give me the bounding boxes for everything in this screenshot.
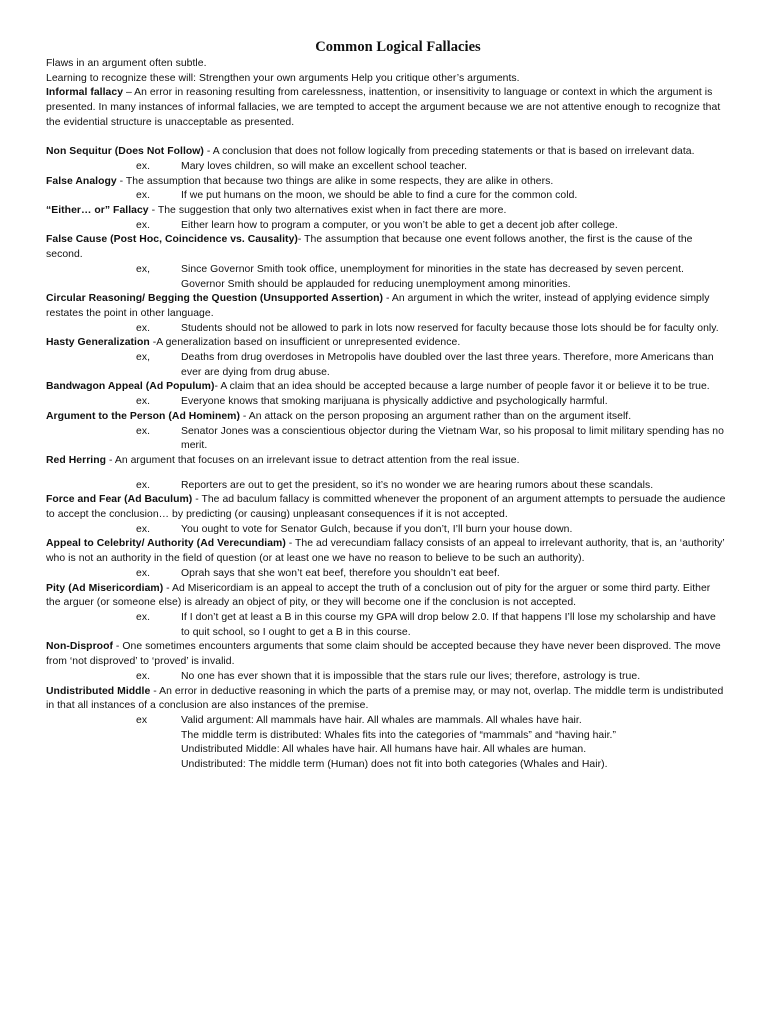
example-line: Since Governor Smith took office, unemployment for minorities in the state has decreased by seven percent. Governor Smith should be applauded for reducing unemployment among minorities. — [181, 263, 684, 290]
example-line: Undistributed Middle: All whales have hair. All humans have hair. All whales are human. — [181, 744, 587, 756]
example-row — [46, 714, 726, 773]
fallacy-definition — [46, 640, 726, 669]
example-label: ex. — [136, 479, 151, 491]
example-text — [181, 160, 726, 175]
fallacy-term: Circular Reasoning/ Begging the Question (Unsupported Assertion) — [46, 293, 384, 305]
fallacy-term: Undistributed Middle — [46, 685, 151, 697]
example-label: ex — [136, 714, 148, 726]
fallacy-definition — [46, 175, 726, 190]
example-line: The middle term is distributed: Whales fits into the categories of “mammals” and “having hair.” — [181, 729, 616, 741]
fallacy-entry — [46, 640, 726, 684]
fallacy-entry — [46, 537, 726, 581]
example-label: ex, — [136, 263, 151, 275]
example-row — [46, 523, 726, 538]
fallacy-entry — [46, 582, 726, 641]
fallacy-term: Force and Fear (Ad Baculum) — [46, 494, 193, 506]
example-row — [46, 189, 726, 204]
example-label: ex. — [136, 322, 151, 334]
fallacy-text: -A generalization based on insufficient or unrepresented evidence. — [149, 337, 461, 349]
fallacy-entry — [46, 233, 726, 292]
fallacy-term: Hasty Generalization — [46, 337, 150, 349]
example-text — [181, 425, 726, 454]
fallacy-term: False Cause (Post Hoc, Coincidence vs. Causality) — [46, 234, 298, 246]
fallacy-entry — [46, 454, 726, 493]
fallacy-text: - An error in deductive reasoning in which the parts of a premise may, or may not, overlap. The middle term is undistributed in that all instances of a conclusion are also instances of the premise. — [46, 685, 724, 712]
fallacy-definition — [46, 582, 726, 611]
fallacy-entry — [46, 410, 726, 454]
page-title: Common Logical Fallacies — [315, 39, 481, 55]
example-text — [181, 322, 726, 337]
example-line: Oprah says that she won’t eat beef, therefore you shouldn’t eat beef. — [181, 567, 500, 579]
fallacy-definition — [46, 336, 726, 351]
fallacy-definition — [46, 454, 726, 469]
fallacy-term: Pity (Ad Misericordiam) — [46, 582, 164, 594]
fallacy-term: Red Herring — [46, 454, 107, 466]
example-label: ex. — [136, 396, 151, 408]
example-text — [181, 567, 726, 582]
fallacy-definition — [46, 145, 726, 160]
blank-line — [46, 469, 726, 479]
document — [46, 38, 726, 773]
example-row — [46, 263, 726, 292]
fallacy-definition — [46, 537, 726, 566]
example-line: If we put humans on the moon, we should be able to find a cure for the common cold. — [181, 190, 578, 202]
fallacy-text: - An argument that focuses on an irrelevant issue to detract attention from the real issue. — [106, 454, 520, 466]
example-label: ex, — [136, 352, 151, 364]
fallacy-text: - An attack on the person proposing an argument rather than on the argument itself. — [239, 410, 632, 422]
example-label: ex. — [136, 219, 151, 231]
fallacy-text: - The ad verecundiam fallacy consists of an appeal to irrelevant authority, that is, an ‘authority’ who is not an authority in the field of question (or at least one we have no reason to believe to be such an authority). — [46, 538, 725, 565]
example-text — [181, 351, 726, 380]
example-line: Students should not be allowed to park in lots now reserved for faculty because those lots should be for faculty only. — [181, 322, 719, 334]
fallacy-term: “Either… or” Fallacy — [46, 205, 149, 217]
example-row — [46, 611, 726, 640]
fallacy-entry — [46, 292, 726, 336]
fallacy-entry — [46, 336, 726, 380]
example-row — [46, 670, 726, 685]
example-text — [181, 263, 726, 292]
fallacy-term: Bandwagon Appeal (Ad Populum) — [46, 381, 215, 393]
example-line: You ought to vote for Senator Gulch, because if you don’t, I’ll burn your house down. — [181, 523, 573, 535]
fallacy-text: - The assumption that because two things are alike in some respects, they are alike in others. — [116, 175, 554, 187]
fallacy-text: - One sometimes encounters arguments that some claim should be accepted because they have never been disproved. The move from ‘not disproved’ to ‘proved’ is invalid. — [46, 641, 721, 668]
example-line: Everyone knows that smoking marijuana is physically addictive and psychologically harmful. — [181, 396, 608, 408]
example-text — [181, 714, 726, 773]
example-line: If I don’t get at least a B in this course my GPA will drop below 2.0. If that happens I’ll lose my scholarship and have to quit school, so I ought to get a B in this course. — [181, 612, 716, 638]
fallacy-term: Appeal to Celebrity/ Authority (Ad Verecundiam) — [46, 538, 286, 550]
example-text — [181, 611, 726, 640]
example-row — [46, 160, 726, 175]
fallacy-entry — [46, 685, 726, 773]
example-line: Mary loves children, so will make an excellent school teacher. — [181, 160, 468, 172]
example-label: ex. — [136, 160, 151, 172]
fallacy-entry — [46, 493, 726, 537]
fallacy-text: - The suggestion that only two alternatives exist when in fact there are more. — [148, 205, 507, 217]
example-text — [181, 523, 726, 538]
fallacy-list — [46, 145, 726, 773]
example-label: ex. — [136, 612, 151, 623]
fallacy-text: - The ad baculum fallacy is committed whenever the proponent of an argument attempts to persuade the audience to accept the conclusion… by predicting (or causing) unpleasant consequences if it is not accepted. — [46, 494, 726, 521]
example-row — [46, 351, 726, 380]
fallacy-entry — [46, 204, 726, 233]
fallacy-text: - The assumption that because one event follows another, the first is the cause of the second. — [46, 234, 693, 261]
term: Informal fallacy — [46, 87, 124, 99]
example-row — [46, 425, 726, 454]
definition: – An error in reasoning resulting from carelessness, inattention, or insensitivity to language or context in which the argument is presented. In many instances of informal fallacies, we are tempted to accept the argument because we are not attentive enough to recognize that the evidential structure is unacceptable as presented. — [46, 87, 721, 128]
fallacy-text: - A claim that an idea should be accepted because a large number of people favor it or believe it to be true. — [214, 381, 710, 393]
fallacy-text: - A conclusion that does not follow logically from preceding statements or that is based on irrelevant data. — [203, 146, 695, 158]
example-line: Reporters are out to get the president, so it’s no wonder we are hearing rumors about these scandals. — [181, 479, 654, 491]
fallacy-definition — [46, 410, 726, 425]
example-text — [181, 189, 726, 204]
fallacy-definition — [46, 493, 726, 522]
example-row — [46, 395, 726, 410]
example-line: Deaths from drug overdoses in Metropolis have doubled over the last three years. Therefore, more Americans than ever are dying from drug abuse. — [181, 352, 714, 378]
example-text — [181, 395, 726, 410]
fallacy-definition — [46, 292, 726, 321]
example-line: Undistributed: The middle term (Human) does not fit into both categories (Whales and Hair). — [181, 759, 608, 771]
fallacy-entry — [46, 380, 726, 409]
fallacy-text: - Ad Misericordiam is an appeal to accept the truth of a conclusion out of pity for the arguer or some third party. Either the arguer (or someone else) is already an object of pity, or they will become one if the conclusion is not accepted. — [46, 582, 711, 609]
fallacy-term: Non-Disproof — [46, 641, 113, 653]
fallacy-entry — [46, 145, 726, 174]
example-text — [181, 670, 726, 685]
intro-line: Learning to recognize these will: Strengthen your own arguments Help you critique other’s arguments. — [46, 72, 520, 84]
example-text — [181, 479, 726, 494]
fallacy-definition — [46, 204, 726, 219]
fallacy-text: - An argument in which the writer, instead of applying evidence simply restates the point in other language. — [46, 293, 710, 319]
example-line: Either learn how to program a computer, or you won’t be able to get a decent job after college. — [181, 219, 618, 231]
fallacy-entry — [46, 175, 726, 204]
blank-line — [46, 131, 726, 146]
example-label: ex. — [136, 523, 151, 535]
example-label: ex. — [136, 425, 151, 437]
fallacy-term: False Analogy — [46, 175, 117, 187]
example-line: Senator Jones was a conscientious objector during the Vietnam War, so his proposal to limit military spending has no merit. — [181, 425, 724, 452]
example-row — [46, 219, 726, 234]
fallacy-term: Argument to the Person (Ad Hominem) — [46, 410, 240, 422]
fallacy-definition — [46, 233, 726, 262]
example-label: ex. — [136, 190, 151, 202]
example-label: ex. — [136, 567, 151, 579]
fallacy-definition — [46, 380, 726, 395]
example-label: ex. — [136, 670, 151, 682]
intro-line: Flaws in an argument often subtle. — [46, 58, 207, 69]
example-line: Valid argument: All mammals have hair. All whales are mammals. All whales have hair. — [181, 714, 582, 726]
fallacy-term: Non Sequitur (Does Not Follow) — [46, 146, 204, 158]
informal-fallacy-definition — [46, 86, 726, 130]
example-row — [46, 479, 726, 494]
example-text — [181, 219, 726, 234]
example-row — [46, 322, 726, 337]
example-line: No one has ever shown that it is impossible that the stars rule our lives; therefore, astrology is true. — [181, 670, 641, 682]
example-row — [46, 567, 726, 582]
fallacy-definition — [46, 685, 726, 714]
